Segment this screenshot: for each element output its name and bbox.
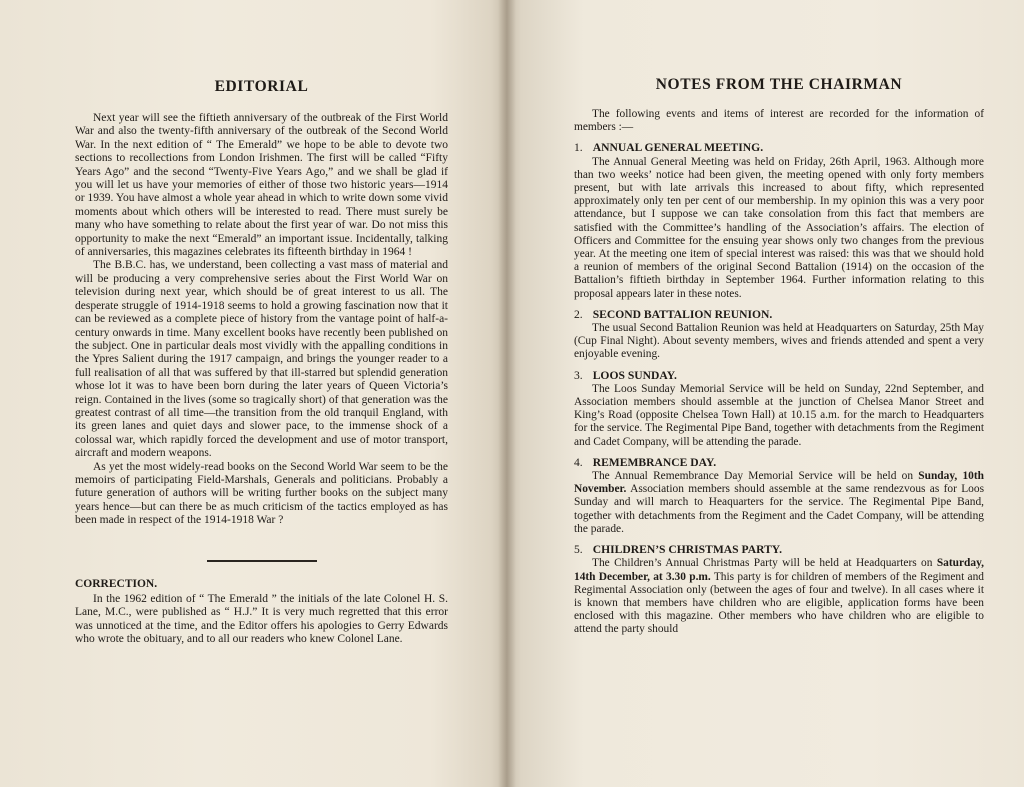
- section-title: SECOND BATTALION REUNION.: [592, 307, 773, 321]
- editorial-paragraph-2: The B.B.C. has, we understand, been collecting a vast mass of material and will be producing a very comprehensive series about the First World War on television during next year, which should be of great interest to us all. The desperate struggle of 1914-1918 seems to hold a growing fascination now that it can be reviewed as a complete piece of history from the vantage point of half-a-century onwards in time. Many excellent books have recently been published on the subject. One in particular deals most vividly with the appalling conditions in the Ypres Salient during the 1917 campaign, and brings the younger reader to a full realisation of all that was suffered by that ill-starred but splendid generation whose lot it was to have been born during the later years of Queen Victoria’s reign. Contained in the lives (some so tragically short) of that generation was the greatest contrast of all time—the transition from the old tranquil England, with its green lanes and quiet days and slower pace, to the immense shock of a colossal war, which rapidly forced the development and use of motor transport, aircraft and modern weapons.: [75, 259, 448, 460]
- section-text-agm: The Annual General Meeting was held on Friday, 26th April, 1963. Although more than two weeks’ notice had been given, the meeting opened with only forty members present, but with late arrivals this increased to about fifty, which represented approximately only ten per cent of our membership. In my opinion this was a very poor attendance, but I suppose we can take consolation from this fact that members are satisfied with the Committee’s handling of the Association’s affairs. The election of Officers and Committee for the ensuing year shows only two changes from the previous year. At the meeting one item of special interest was raised: this was that we should hold a reunion of members of the original Second Battalion (1914) on the occasion of the Battalion’s fiftieth birthday in September 1964. Further information relating to this proposal appears later in these notes.: [574, 155, 984, 300]
- section-heading-reunion: [574, 308, 984, 321]
- section-title: ANNUAL GENERAL MEETING.: [592, 141, 764, 155]
- section-number: 2.: [574, 307, 583, 321]
- bold-date: Saturday, 14th December, at 3.30 p.m.: [574, 557, 984, 583]
- section-heading-loos-sunday: [574, 369, 984, 382]
- chairman-intro: The following events and items of interest are recorded for the information of members :—: [574, 108, 984, 134]
- section-text-remembrance-day: [574, 470, 984, 536]
- text-segment: The Children’s Annual Christmas Party will be held at Headquarters on: [592, 557, 937, 570]
- section-heading-remembrance-day: [574, 456, 984, 469]
- text-segment: The Annual Remembrance Day Memorial Service will be held on: [592, 470, 919, 483]
- section-text-reunion: The usual Second Battalion Reunion was held at Headquarters on Saturday, 25th May (Cup Final Night). About seventy members, wives and friends attended and spent a very enjoyable evening.: [574, 322, 984, 361]
- section-number: 1.: [574, 141, 583, 155]
- section-number: 4.: [574, 455, 583, 469]
- section-heading-agm: [574, 141, 984, 154]
- section-divider: [207, 560, 317, 562]
- section-title: REMEMBRANCE DAY.: [592, 455, 717, 469]
- section-heading-christmas-party: [574, 543, 984, 556]
- editorial-title: EDITORIAL: [214, 78, 309, 95]
- section-title: LOOS SUNDAY.: [592, 368, 677, 382]
- text-segment: This party is for children of members of the Regiment and Regimental Association only (between the ages of four and twelve). In all cases where it is known that members have children who are eligible, application forms have been enclosed with this magazine. Other members who have children who are eligible to attend the party should: [574, 570, 984, 636]
- page-gutter: [498, 0, 516, 787]
- chairman-notes-title: NOTES FROM THE CHAIRMAN: [655, 76, 903, 93]
- left-page: [0, 0, 506, 787]
- section-number: 3.: [574, 368, 583, 382]
- editorial-paragraph-1: Next year will see the fiftieth anniversary of the outbreak of the First World War and also the twenty-fifth anniversary of the outbreak of the Second World War. In the next edition of “ The Emerald” we hope to be able to devote two sections to recollections from London Irishmen. The first will be called “Fifty Years Ago” and the second “Twenty-Five Years Ago,” and we shall be glad if you will let us have your memories of either of those two historic years—1914 or 1939. You have almost a whole year ahead in which to write down some vivid moments about which others will be interested to read. There must surely be many who have something to relate about the first year of war. Do not miss this opportunity to make the next “Emerald” an important issue. Incidentally, talking of anniversaries, this magazines celebrates its fifteenth birthday in 1964 !: [75, 112, 448, 259]
- section-text-loos-sunday: The Loos Sunday Memorial Service will be held on Sunday, 22nd September, and Association members should assemble at the junction of Chelsea Manor Street and King’s Road (opposite Chelsea Town Hall) at 10.15 a.m. for the march to Headquarters for the service. The Regimental Pipe Band, together with detachments from the Regiment and Cadet Company, will be attending the parade.: [574, 382, 984, 448]
- editorial-paragraph-3: As yet the most widely-read books on the Second World War seem to be the memoirs of participating Field-Marshals, Generals and politicians. Probably a future generation of authors will be writing further books on the subject many years hence—but can there be as much criticism of the tactics employed as has been made in respect of the 1914-1918 War ?: [75, 460, 448, 527]
- correction-title: CORRECTION.: [75, 577, 158, 590]
- bold-date: Sunday, 10th November.: [574, 470, 984, 496]
- right-page: [506, 0, 1024, 787]
- text-segment: Association members should assemble at the same rendezvous as for Loos Sunday and will march to Heaquarters for the service. The Regimental Pipe Band, together with detachments from the Regiment and the Cadet Company, will be attending the parade.: [574, 483, 984, 535]
- section-number: 5.: [574, 543, 583, 557]
- correction-text: In the 1962 edition of “ The Emerald ” the initials of the late Colonel H. S. Lane, M.C., were published as “ H.J.” It is very much regretted that this error was unnoticed at the time, and the Editor offers his apologies to Gerry Edwards who wrote the obituary, and to all our readers who knew Colonel Lane.: [75, 593, 448, 646]
- section-title: CHILDREN’S CHRISTMAS PARTY.: [592, 543, 783, 557]
- section-text-christmas-party: [574, 557, 984, 636]
